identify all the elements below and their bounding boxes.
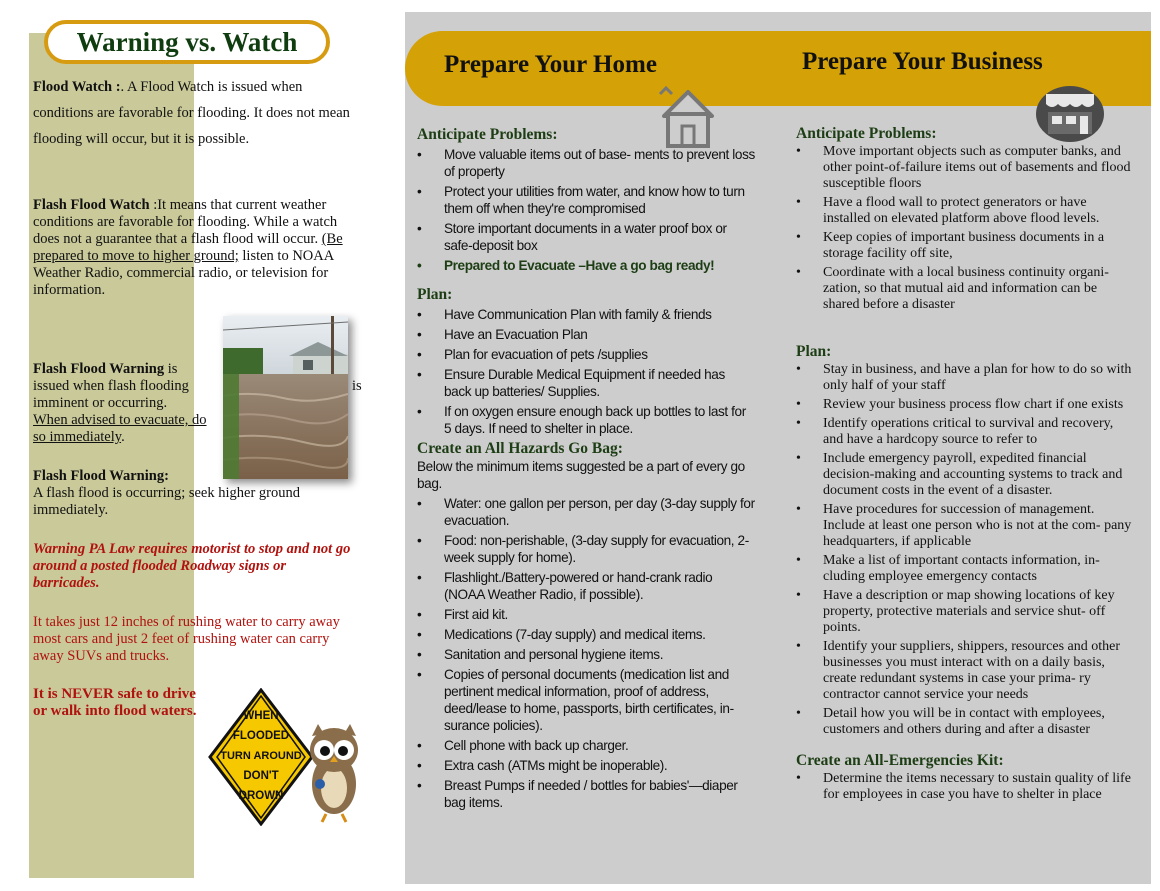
list-item: • Keep copies of important business documents in a storage facility off site, [796, 230, 1132, 262]
list-item: • Breast Pumps if needed / bottles for babies'—diaper bag items. [417, 777, 755, 811]
flash-flood-warning-2-term: Flash Flood Warning: [33, 468, 169, 484]
rushing-water-fact: It takes just 12 inches of rushing water to carry away most cars and just 2 feet of rushing water can carry away SUVs and trucks. [33, 614, 340, 664]
business-anticipate-heading: Anticipate Problems: [796, 125, 937, 142]
list-item: • Extra cash (ATMs might be inoperable). [417, 757, 755, 774]
flash-flood-warning-line2: issued when flash flooding [33, 378, 189, 394]
sign-line-turn-around: TURN AROUND [220, 750, 302, 762]
flash-flood-warning-word: is [164, 361, 178, 377]
list-item: • Prepared to Evacuate –Have a go bag ready! [417, 257, 755, 274]
evacuate-period: . [121, 429, 125, 445]
list-item: • Plan for evacuation of pets /supplies [417, 346, 755, 363]
flash-flood-watch-term: Flash Flood Watch [33, 197, 150, 213]
home-gobag-list [417, 495, 755, 811]
list-item: • Copies of personal documents (medication list and pertinent medical information, proof of address, deed/lease to home, passports, birth certificates, in- surance policies). [417, 666, 755, 734]
flood-watch-body: . A Flood Watch is issued when conditions are favorable for flooding. It does not mean flooding will occur, but it is possible. [33, 79, 350, 147]
list-item: • Have a description or map showing locations of key property, protective materials and service shut- off points. [796, 588, 1132, 636]
flash-flood-warning-paragraph [33, 361, 223, 446]
list-item: • Sanitation and personal hygiene items. [417, 646, 755, 663]
list-item: • Review your business process flow chart if one exists [796, 397, 1132, 413]
flooded-street-photo [223, 316, 348, 479]
sign-line-when: WHEN [243, 710, 279, 722]
flash-flood-warning-2-body: A flash flood is occurring; seek higher ground immediately. [33, 485, 300, 518]
list-item: • Flashlight./Battery-powered or hand-crank radio (NOAA Weather Radio, if possible). [417, 569, 755, 603]
warning-vs-watch-banner [44, 20, 330, 64]
home-gobag-heading: Create an All Hazards Go Bag: [417, 440, 623, 457]
prepare-home-column [417, 126, 755, 814]
sign-line-flooded: FLOODED [232, 730, 290, 742]
prepare-business-column [796, 125, 1132, 806]
business-kit-heading: Create an All-Emergencies Kit: [796, 752, 1004, 769]
flood-watch-term: Flood Watch : [33, 79, 121, 95]
list-item: • Have procedures for succession of management. Include at least one person who is not at the com- pany headquarters, if applicable [796, 502, 1132, 550]
home-gobag-intro: Below the minimum items suggested be a part of every go bag. [417, 459, 745, 491]
list-item: • Identify your suppliers, shippers, resources and other businesses you must interact with on a daily basis, create redundant systems in case your prima- ry contractor cannot service your needs [796, 639, 1132, 703]
list-item: • Stay in business, and have a plan for how to do so with only half of your staff [796, 362, 1132, 394]
list-item: • Ensure Durable Medical Equipment if needed has back up batteries/ Supplies. [417, 366, 755, 400]
flood-watch-paragraph [33, 74, 355, 152]
list-item: • Have Communication Plan with family & friends [417, 306, 755, 323]
prepare-your-home-title: Prepare Your Home [444, 51, 657, 78]
business-kit-list [796, 771, 1132, 803]
flash-flood-warning-2-paragraph [33, 468, 355, 519]
list-item: • Include emergency payroll, expedited financial decision-making and accounting systems to track and document costs in the event of a disaster. [796, 451, 1132, 499]
turn-around-dont-drown-sign [208, 688, 314, 826]
list-item: • Move important objects such as computer banks, and other point-of-failure items out of basements and flood susceptible floors [796, 144, 1132, 192]
list-item: • Determine the items necessary to sustain quality of life for employees in case you have to shelter in place [796, 771, 1132, 803]
flash-flood-warning-term: Flash Flood Warning [33, 361, 165, 377]
flash-flood-watch-body: :It means that current weather conditions are favorable for flooding. While a watch does not a guarantee that a flash flood will occur. [33, 197, 338, 247]
flash-flood-watch-paragraph [33, 197, 355, 299]
pa-law-warning: Warning PA Law requires motorist to stop and not go around a posted flooded Roadway signs or barricades. [33, 541, 351, 591]
flash-flood-watch-underlined: (Be prepared to move to higher ground; [33, 231, 343, 264]
list-item: • Detail how you will be in contact with employees, customers and others during and after a disaster [796, 706, 1132, 738]
list-item: • First aid kit. [417, 606, 755, 623]
list-item: • Medications (7-day supply) and medical items. [417, 626, 755, 643]
list-item: • Store important documents in a water proof box or safe-deposit box [417, 220, 755, 254]
warning-vs-watch-title: Warning vs. Watch [76, 27, 298, 57]
evacuate-instruction: When advised to evacuate, do so immediately [33, 412, 207, 445]
business-anticipate-list [796, 144, 1132, 313]
flash-flood-warning-tail: is [352, 378, 362, 394]
list-item: • Water: one gallon per person, per day (3-day supply for evacuation. [417, 495, 755, 529]
owl-mascot-icon [306, 722, 362, 824]
list-item: • Food: non-perishable, (3-day supply for evacuation, 2-week supply for home). [417, 532, 755, 566]
list-item: • Have a flood wall to protect generators or have installed on elevated platform above flood levels. [796, 195, 1132, 227]
list-item: • If on oxygen ensure enough back up bottles to last for 5 days. If need to shelter in place. [417, 403, 755, 437]
never-safe-warning: It is NEVER safe to drive or walk into flood waters. [33, 686, 197, 719]
left-sidebar-band [29, 33, 194, 878]
list-item: • Identify operations critical to survival and recovery, and have a hardcopy source to refer to [796, 416, 1132, 448]
list-item: • Protect your utilities from water, and know how to turn them off when they're compromised [417, 183, 755, 217]
flash-flood-watch-body-end: listen to NOAA Weather Radio, commercial radio, or television for information. [33, 248, 334, 298]
business-plan-heading: Plan: [796, 343, 832, 360]
sign-line-dont: DON'T [243, 770, 279, 782]
list-item: • Move valuable items out of base- ments to prevent loss of property [417, 146, 755, 180]
home-plan-heading: Plan: [417, 286, 453, 303]
list-item: • Cell phone with back up charger. [417, 737, 755, 754]
home-anticipate-heading: Anticipate Problems: [417, 126, 558, 143]
home-anticipate-list [417, 146, 755, 274]
flash-flood-warning-line3: imminent or occurring. [33, 395, 168, 411]
prepare-your-business-title: Prepare Your Business [802, 48, 1043, 75]
home-plan-list [417, 306, 755, 437]
list-item: • Make a list of important contacts information, in- cluding employee emergency contacts [796, 553, 1132, 585]
sign-line-drown: DROWN [238, 790, 284, 802]
business-plan-list [796, 362, 1132, 738]
list-item: • Coordinate with a local business continuity organi- zation, so that mutual aid and information can be shared before a disaster [796, 265, 1132, 313]
list-item: • Have an Evacuation Plan [417, 326, 755, 343]
